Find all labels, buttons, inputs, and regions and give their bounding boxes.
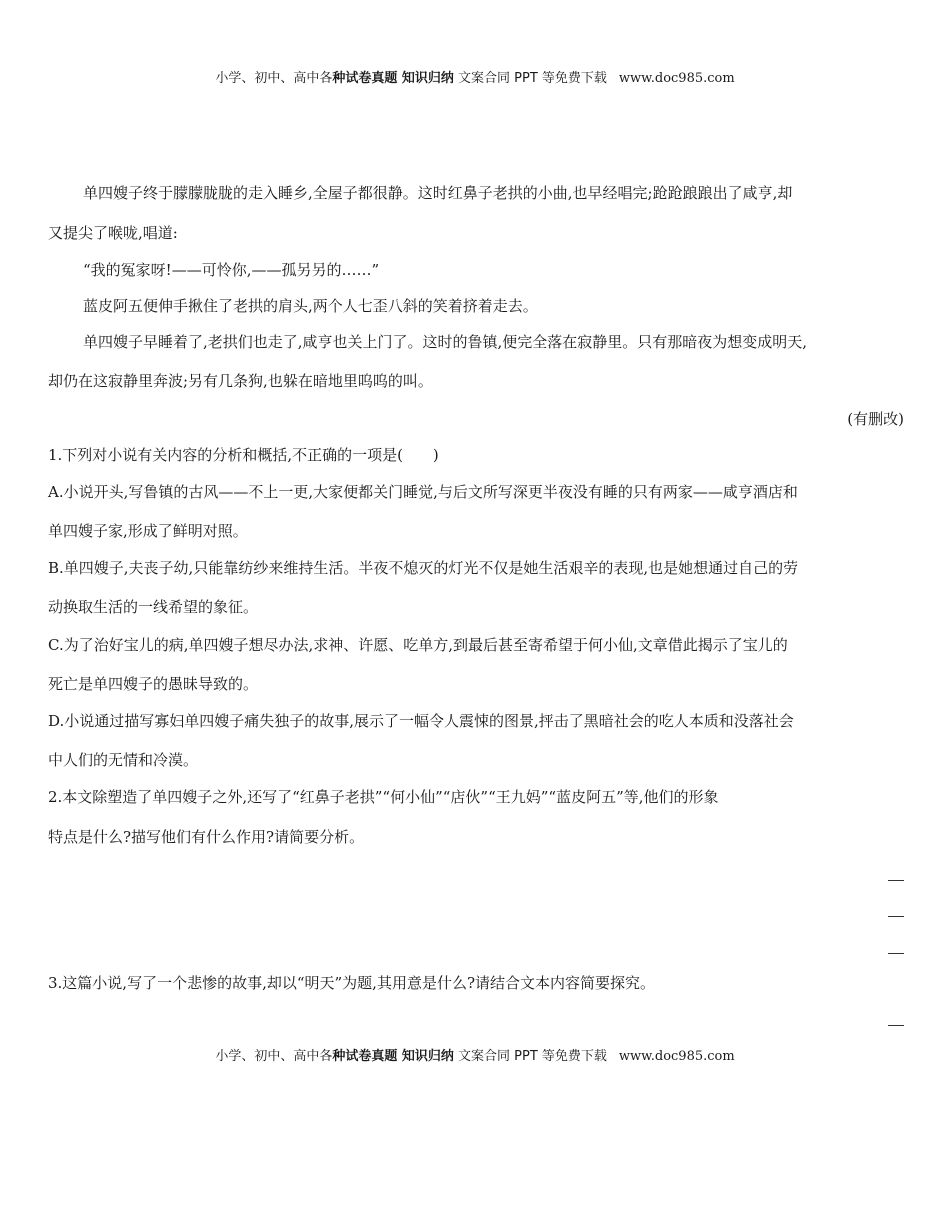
- answer-line-2[interactable]: [888, 916, 904, 917]
- passage-p1-line2: 又提尖了喉咙,唱道:: [48, 224, 178, 242]
- passage-p4-line2: 却仍在这寂静里奔波;另有几条狗,也躲在暗地里呜呜的叫。: [48, 372, 433, 390]
- passage-p2: “我的冤家呀!——可怜你,——孤另另的……”: [83, 261, 380, 279]
- question-3: 3.这篇小说,写了一个悲惨的故事,却以“明天”为题,其用意是什么?请结合文本内容简要探究。: [48, 974, 655, 992]
- header-banner: [0, 70, 950, 88]
- banner-text-3: 知识归纳: [397, 71, 454, 86]
- footer-text-1: 小学、初中、高中各: [215, 1049, 333, 1064]
- option-b-line2: 动换取生活的一线希望的象征。: [48, 598, 259, 616]
- passage-p1-line1: 单四嫂子终于朦朦胧胧的走入睡乡,全屋子都很静。这时红鼻子老拱的小曲,也早经唱完;跄跄踉踉出了咸亨,却: [83, 184, 793, 202]
- footer-text-4: 文案合同 PPT 等免费下载: [453, 1049, 607, 1064]
- option-d-line1: D.小说通过描写寡妇单四嫂子痛失独子的故事,展示了一幅令人震悚的图景,抨击了黑暗社会的吃人本质和没落社会: [48, 712, 794, 730]
- banner-text-2: 种试卷真题: [332, 71, 398, 86]
- source-note: (有删改): [847, 410, 904, 428]
- footer-banner: [0, 1048, 950, 1066]
- question-1-stem: 1.下列对小说有关内容的分析和概括,不正确的一项是( ): [48, 446, 439, 464]
- answer-line-4[interactable]: [888, 1025, 904, 1026]
- passage-p4-line1: 单四嫂子早睡着了,老拱们也走了,咸亨也关上门了。这时的鲁镇,便完全落在寂静里。只有那暗夜为想变成明天,: [83, 333, 808, 351]
- option-d-line2: 中人们的无情和冷漠。: [48, 751, 199, 769]
- option-a-line1: A.小说开头,写鲁镇的古风——不上一更,大家便都关门睡觉,与后文所写深更半夜没有睡的只有两家——咸亨酒店和: [48, 483, 798, 501]
- passage-p3: 蓝皮阿五便伸手揪住了老拱的肩头,两个人七歪八斜的笑着挤着走去。: [83, 297, 538, 315]
- option-c-line2: 死亡是单四嫂子的愚昧导致的。: [48, 675, 259, 693]
- banner-text-4: 文案合同 PPT 等免费下载: [453, 71, 607, 86]
- footer-url[interactable]: www.doc985.com: [618, 1049, 735, 1064]
- option-c-line1: C.为了治好宝儿的病,单四嫂子想尽办法,求神、许愿、吃单方,到最后甚至寄希望于何小仙,文章借此揭示了宝儿的: [48, 636, 788, 654]
- footer-text-2: 种试卷真题: [332, 1049, 398, 1064]
- footer-text-3: 知识归纳: [397, 1049, 454, 1064]
- answer-line-1[interactable]: [888, 880, 904, 881]
- option-a-line2: 单四嫂子家,形成了鲜明对照。: [48, 522, 248, 540]
- banner-url[interactable]: www.doc985.com: [618, 71, 735, 86]
- question-2-line2: 特点是什么?描写他们有什么作用?请简要分析。: [48, 828, 365, 846]
- banner-text-1: 小学、初中、高中各: [215, 71, 333, 86]
- option-b-line1: B.单四嫂子,夫丧子幼,只能靠纺纱来维持生活。半夜不熄灭的灯光不仅是她生活艰辛的表现,也是她想通过自己的劳: [48, 559, 799, 577]
- answer-line-3[interactable]: [888, 953, 904, 954]
- question-2-line1: 2.本文除塑造了单四嫂子之外,还写了“红鼻子老拱”“何小仙”“店伙”“王九妈”“蓝皮阿五”等,他们的形象: [48, 788, 719, 806]
